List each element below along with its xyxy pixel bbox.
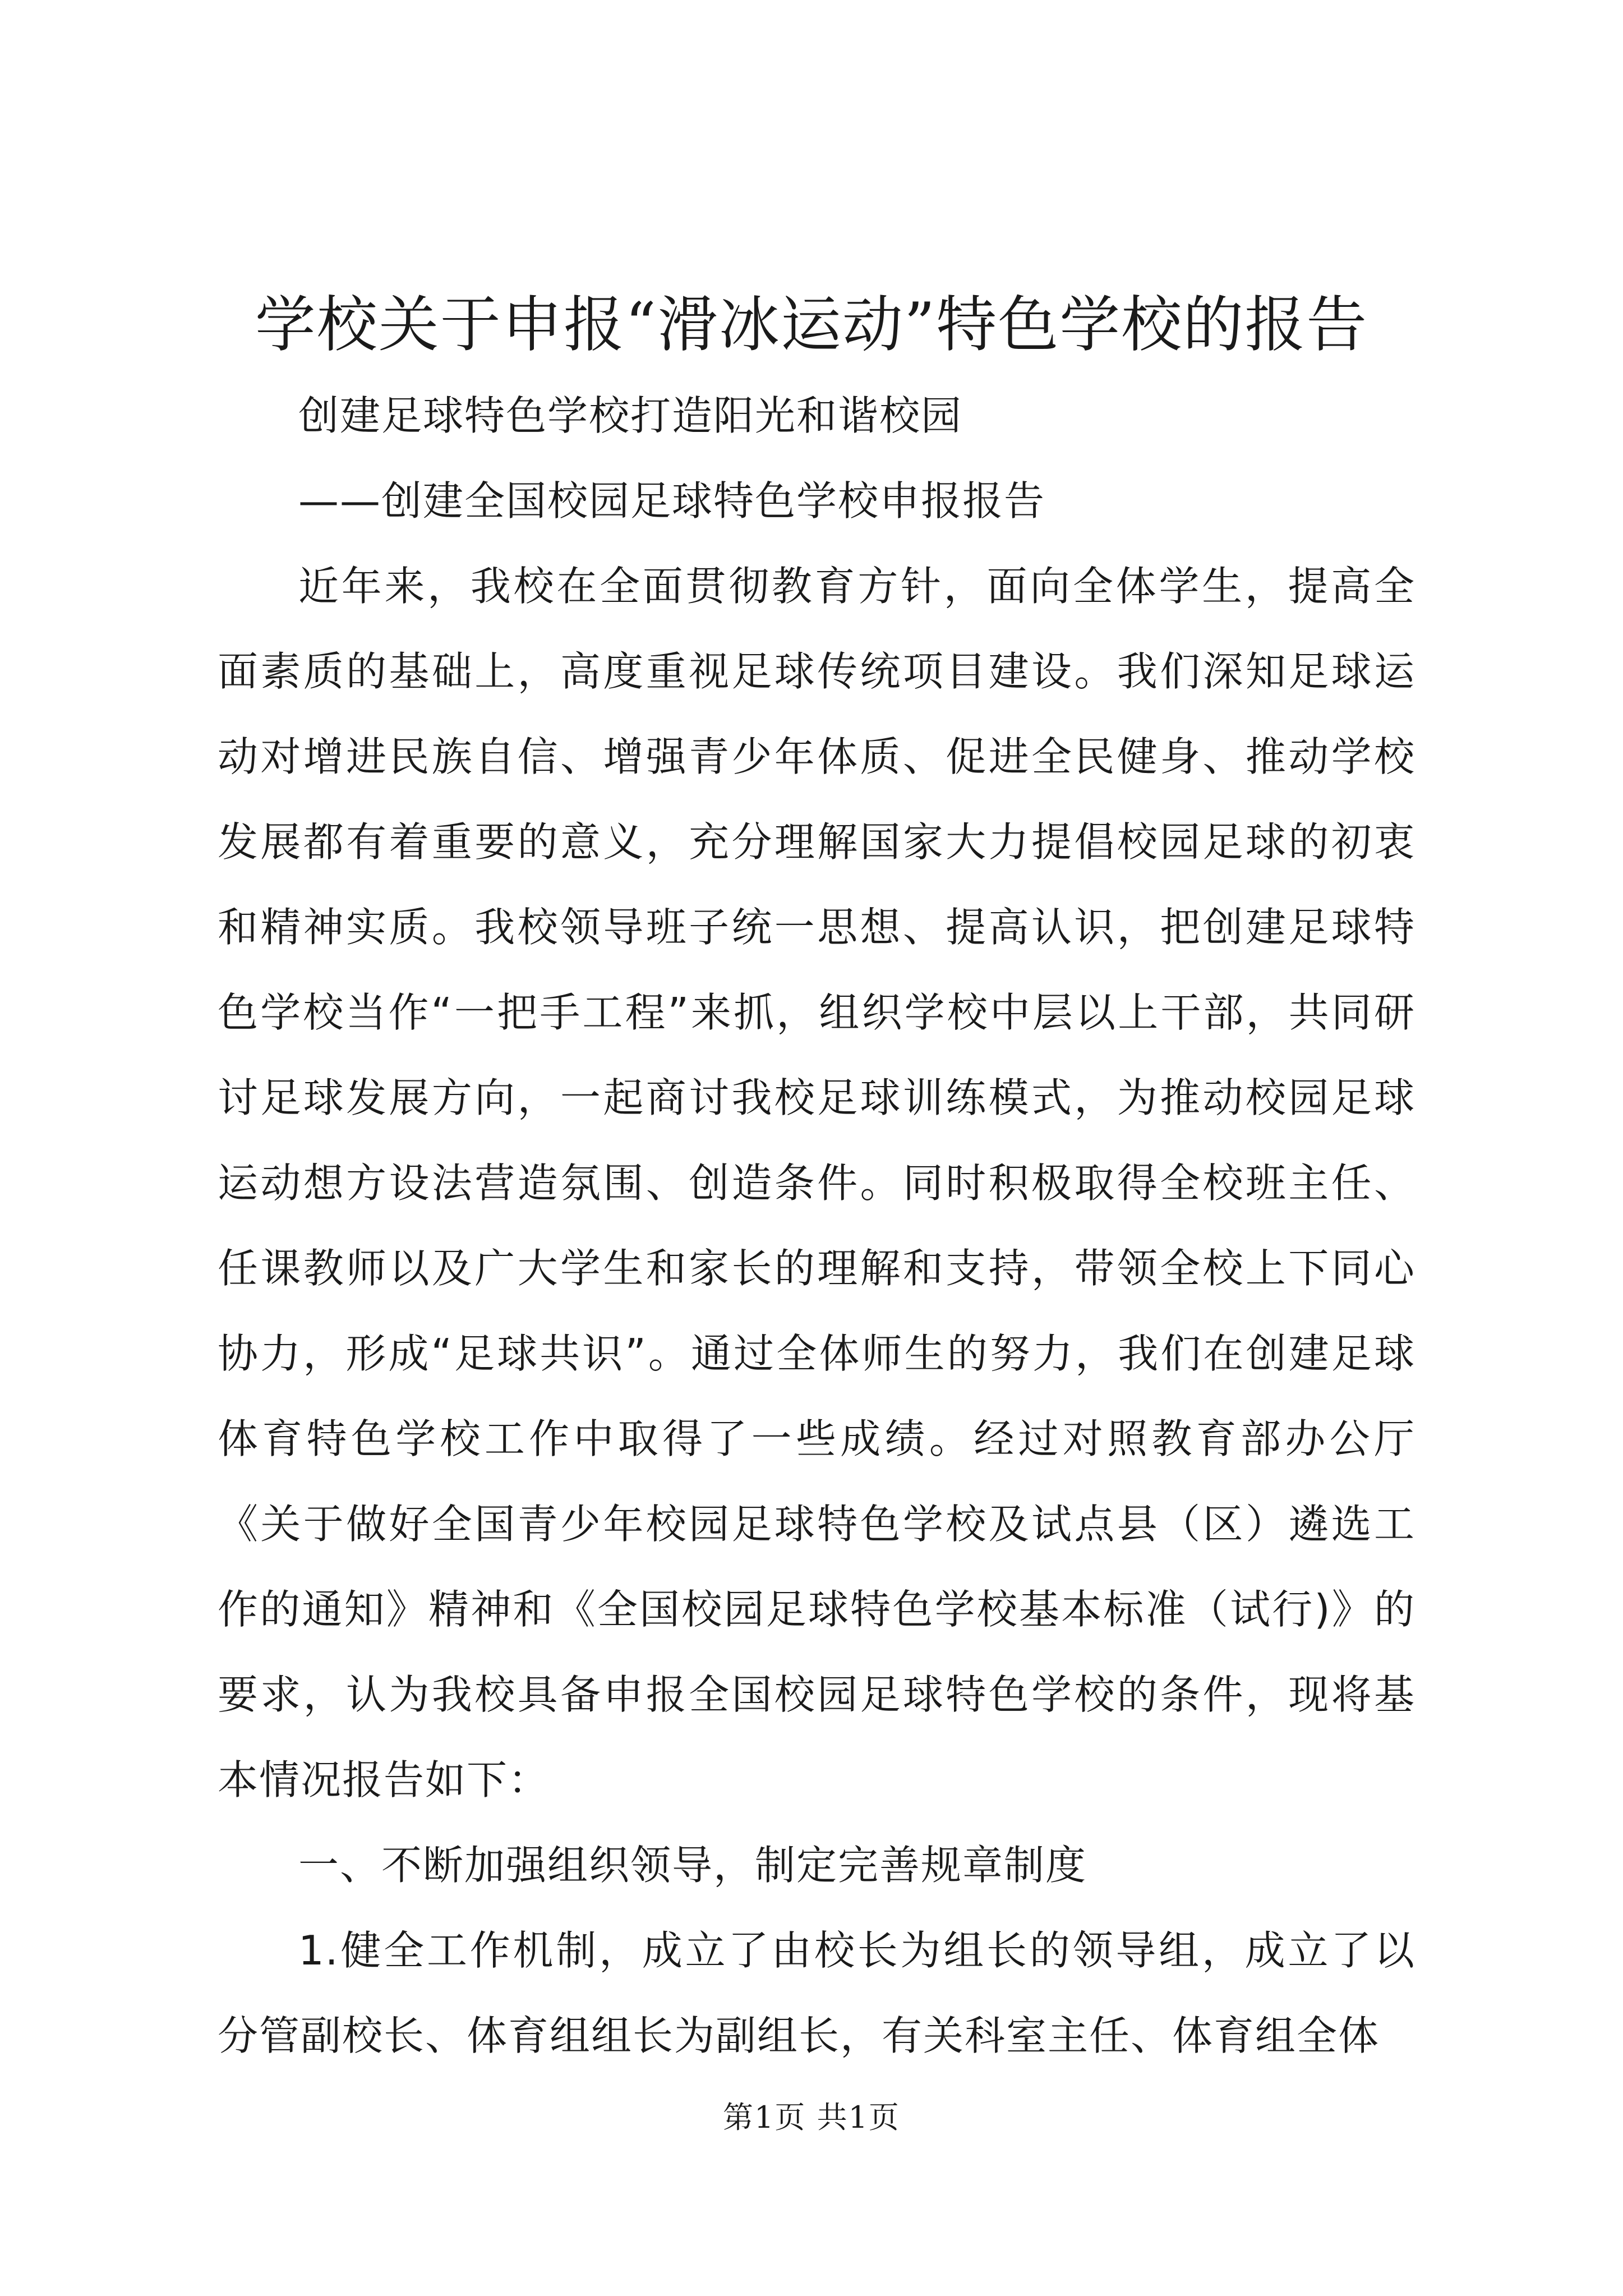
body-paragraph: 近年来，我校在全面贯彻教育方针，面向全体学生，提高全面素质的基础上，高度重视足球传统项目建设。我们深知足球运动对增进民族自信、增强青少年体质、促进全民健身、推动学校发展都有着重要的意义，充分理解国家大力提倡校园足球的初衷和精神实质。我校领导班子统一思想、提高认识，把创建足球特色学校当作“一把手工程”来抓，组织学校中层以上干部，共同研讨足球发展方向，一起商讨我校足球训练模式，为推动校园足球运动想方设法营造氛围、创造条件。同时积极取得全校班主任、任课教师以及广大学生和家长的理解和支持，带领全校上下同心协力，形成“足球共识”。通过全体师生的努力，我们在创建足球体育特色学校工作中取得了一些成绩。经过对照教育部办公厅《关于做好全国青少年校园足球特色学校及试点县（区）遴选工作的通知》精神和《全国校园足球特色学校基本标准（试行)》的要求，认为我校具备申报全国校园足球特色学校的条件，现将基本情况报告如下： [218,563,1415,1803]
section-heading: 一、不断加强组织领导，制定完善规章制度 [298,1842,1087,1889]
page-number-footer: 第1页 共1页 [723,2100,900,2135]
document-title: 学校关于申报“滑冰运动”特色学校的报告 [255,290,1368,360]
subtitle-line: 创建足球特色学校打造阳光和谐校园 [298,392,963,439]
subtitle-line: ——创建全国校园足球特色学校申报报告 [298,477,1046,524]
document-body [218,373,1415,2078]
body-paragraph: 1.健全工作机制，成立了由校长为组长的领导组，成立了以分管副校长、体育组组长为副组长，有关科室主任、体育组全体 [218,1927,1415,2059]
